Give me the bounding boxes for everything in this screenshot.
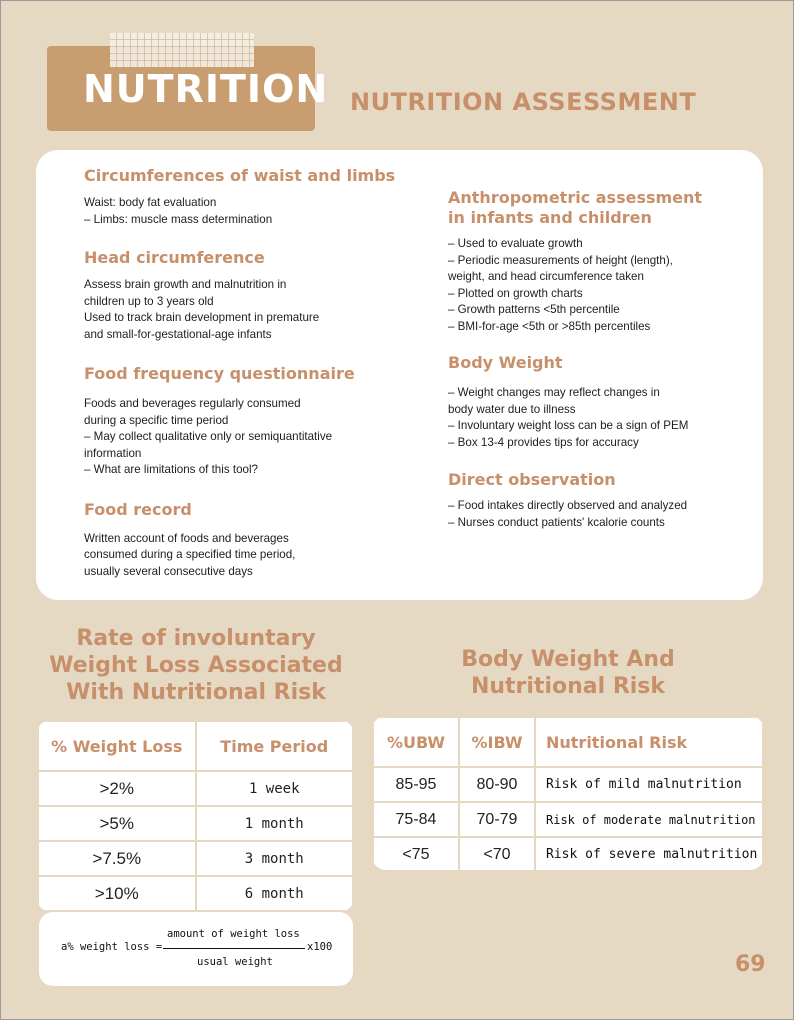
- section-line: usually several consecutive days: [84, 564, 253, 578]
- table-cell: Risk of moderate malnutrition: [535, 802, 763, 837]
- section-title: Food frequency questionnaire: [84, 364, 355, 383]
- table-cell: Risk of severe malnutrition: [535, 837, 763, 870]
- body-weight-risk-table-card: [372, 716, 764, 870]
- right-column: [448, 188, 748, 531]
- section-food-record: [84, 500, 414, 581]
- washi-tape-decoration: [110, 33, 254, 67]
- section-head-circumference: [84, 248, 414, 343]
- weight-loss-table: [37, 720, 354, 912]
- table-cell: >10%: [38, 876, 196, 911]
- column-header: %UBW: [373, 717, 459, 767]
- section-line: – Nurses conduct patients' kcalorie counts: [448, 515, 665, 529]
- section-line: body water due to illness: [448, 402, 576, 416]
- heading-line: Weight Loss Associated: [49, 653, 343, 678]
- section-line: – BMI-for-age <5th or >85th percentiles: [448, 319, 651, 333]
- section-line: weight, and head circumference taken: [448, 270, 644, 283]
- section-line: Used to track brain development in premature: [84, 311, 320, 324]
- section-title: Food record: [84, 499, 192, 519]
- heading-line: Body Weight And: [461, 647, 675, 672]
- section-title: Direct observation: [448, 470, 616, 489]
- table-cell: >7.5%: [38, 841, 196, 876]
- section-line: Waist: body fat evaluation: [84, 196, 217, 209]
- table-cell: 1 month: [196, 806, 354, 841]
- formula-multiplier: x100: [307, 941, 333, 953]
- weight-loss-heading: [40, 625, 352, 706]
- table-cell: 75-84: [373, 802, 459, 837]
- heading-line: Nutritional Risk: [470, 674, 666, 699]
- table-row: [38, 876, 353, 911]
- weight-loss-formula: [39, 912, 353, 986]
- section-line: – May collect qualitative only or semiquantitative: [84, 430, 333, 443]
- section-line: – Periodic measurements of height (length),: [448, 253, 673, 267]
- section-line: – Limbs: muscle mass determination: [84, 212, 273, 226]
- table-row: [38, 806, 353, 841]
- section-food-frequency: [84, 364, 414, 479]
- section-title: Head circumference: [84, 248, 265, 267]
- body-weight-risk-table: [372, 716, 764, 870]
- column-header: %IBW: [459, 717, 535, 767]
- body-weight-risk-heading: [420, 646, 716, 700]
- table-cell: Risk of mild malnutrition: [535, 767, 763, 802]
- section-title: Body Weight: [448, 353, 563, 372]
- table-cell: 80-90: [459, 767, 535, 802]
- fraction-bar: [163, 948, 305, 949]
- section-line: – Box 13-4 provides tips for accuracy: [448, 435, 639, 449]
- formula-numerator: amount of weight loss: [167, 928, 300, 940]
- table-row: [38, 771, 353, 806]
- column-header: % Weight Loss: [38, 721, 196, 771]
- section-line: – Involuntary weight loss can be a sign of PEM: [448, 419, 689, 432]
- table-cell: 6 month: [196, 876, 354, 911]
- table-cell: >2%: [38, 771, 196, 806]
- section-line: information: [84, 446, 142, 460]
- table-cell: <75: [373, 837, 459, 870]
- heading-line: With Nutritional Risk: [66, 680, 326, 705]
- section-waist-limbs: [84, 166, 414, 228]
- table-cell: >5%: [38, 806, 196, 841]
- table-row: [373, 767, 763, 802]
- page-number: 69: [735, 952, 766, 977]
- section-line: consumed during a specified time period,: [84, 548, 296, 561]
- section-line: Assess brain growth and malnutrition in: [84, 278, 287, 291]
- table-row: [373, 802, 763, 837]
- weight-loss-table-card: [37, 720, 354, 912]
- section-line: children up to 3 years old: [84, 294, 214, 308]
- page-title: NUTRITION ASSESSMENT: [350, 88, 697, 116]
- table-row: [373, 837, 763, 870]
- section-line: – Plotted on growth charts: [448, 286, 583, 300]
- column-header: Nutritional Risk: [535, 717, 763, 767]
- formula-lhs: a% weight loss =: [61, 941, 163, 953]
- heading-line: Rate of involuntary: [76, 626, 316, 651]
- table-cell: 3 month: [196, 841, 354, 876]
- column-header: Time Period: [196, 721, 354, 771]
- table-cell: 1 week: [196, 771, 354, 806]
- section-line: – What are limitations of this tool?: [84, 463, 258, 476]
- left-column: [84, 166, 414, 580]
- section-title: Circumferences of waist and limbs: [84, 166, 396, 185]
- assessment-card: [36, 150, 763, 600]
- section-badge-label: NUTRITION: [83, 66, 329, 111]
- formula-denominator: usual weight: [197, 956, 273, 968]
- section-anthropometric: [448, 188, 748, 335]
- table-cell: 85-95: [373, 767, 459, 802]
- section-direct-observation: [448, 470, 748, 531]
- section-line: Foods and beverages regularly consumed: [84, 397, 301, 410]
- section-line: – Food intakes directly observed and analyzed: [448, 499, 688, 512]
- section-line: – Growth patterns <5th percentile: [448, 303, 620, 316]
- table-row: [38, 841, 353, 876]
- section-line: Written account of foods and beverages: [84, 531, 289, 545]
- table-cell: 70-79: [459, 802, 535, 837]
- section-line: – Used to evaluate growth: [448, 237, 583, 250]
- section-line: and small-for-gestational-age infants: [84, 327, 272, 341]
- section-body-weight: [448, 353, 748, 451]
- section-title-line: Anthropometric assessment: [448, 188, 703, 207]
- section-line: – Weight changes may reflect changes in: [448, 386, 660, 399]
- section-title-line: in infants and children: [448, 208, 652, 227]
- section-line: during a specific time period: [84, 413, 229, 427]
- table-cell: <70: [459, 837, 535, 870]
